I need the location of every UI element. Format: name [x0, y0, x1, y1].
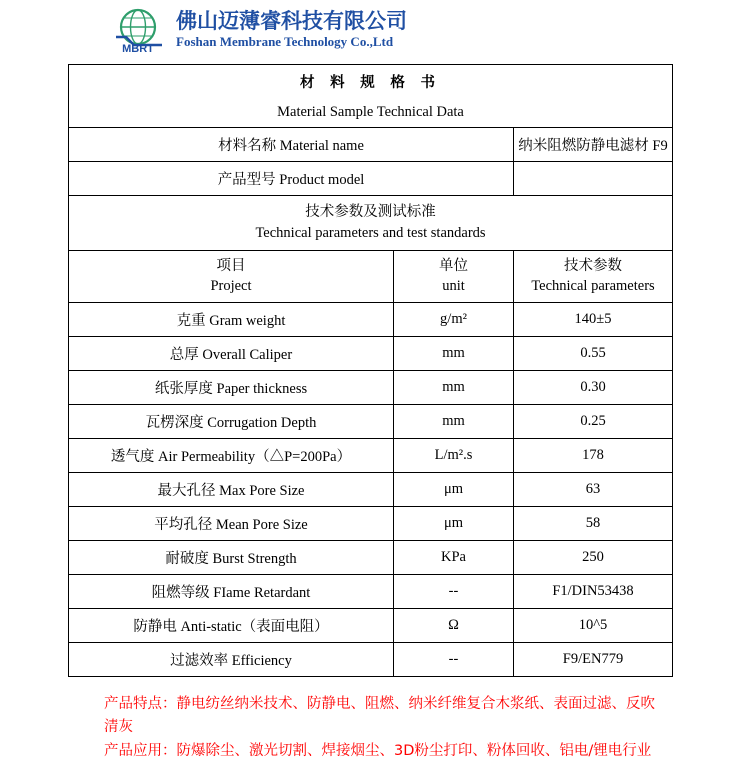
- row-unit: L/m².s: [394, 439, 514, 473]
- table-row: [69, 609, 673, 643]
- row-value: 0.25: [514, 405, 673, 439]
- material-name-label: 材料名称 Material name: [69, 128, 514, 162]
- table-row-subtitle: [69, 98, 673, 128]
- row-project: 最大孔径 Max Pore Size: [69, 473, 394, 507]
- company-name-block: [176, 10, 407, 49]
- table-row: [69, 405, 673, 439]
- row-unit: --: [394, 643, 514, 677]
- table-row: [69, 337, 673, 371]
- row-unit: g/m²: [394, 303, 514, 337]
- table-row: [69, 575, 673, 609]
- row-value: 178: [514, 439, 673, 473]
- document-title-cn: 材 料 规 格 书: [69, 65, 673, 99]
- column-header-unit: [394, 251, 514, 303]
- standards-heading-cn: 技术参数及测试标准: [305, 204, 436, 220]
- table-row: [69, 473, 673, 507]
- row-project: 瓦楞深度 Corrugation Depth: [69, 405, 394, 439]
- company-logo: [112, 7, 168, 53]
- table-header-row: [69, 251, 673, 303]
- table-row: [69, 303, 673, 337]
- row-unit: mm: [394, 371, 514, 405]
- row-value: 0.55: [514, 337, 673, 371]
- row-value: 63: [514, 473, 673, 507]
- column-header-unit-en: unit: [442, 277, 465, 294]
- document-title-en: Material Sample Technical Data: [69, 98, 673, 128]
- table-row-product-model: [69, 162, 673, 196]
- product-model-label: 产品型号 Product model: [69, 162, 514, 196]
- column-header-project: [69, 251, 394, 303]
- row-value: 140±5: [514, 303, 673, 337]
- table-row-title: [69, 65, 673, 99]
- column-header-value-en: Technical parameters: [531, 277, 655, 294]
- row-unit: KPa: [394, 541, 514, 575]
- product-features-note: 产品特点：静电纺丝纳米技术、防静电、阻燃、纳米纤维复合木浆纸、表面过滤、反吹清灰: [104, 696, 655, 735]
- row-project: 总厚 Overall Caliper: [69, 337, 394, 371]
- row-unit: --: [394, 575, 514, 609]
- row-value: 10^5: [514, 609, 673, 643]
- column-header-project-en: Project: [210, 277, 252, 294]
- row-value: F1/DIN53438: [514, 575, 673, 609]
- product-applications-note: 产品应用：防爆除尘、激光切割、焊接烟尘、3D粉尘打印、粉体回收、铝电/锂电行业: [104, 743, 652, 760]
- row-project: 克重 Gram weight: [69, 303, 394, 337]
- company-name-en: Foshan Membrane Technology Co.,Ltd: [176, 34, 394, 50]
- row-unit: μm: [394, 473, 514, 507]
- row-unit: μm: [394, 507, 514, 541]
- table-row: [69, 541, 673, 575]
- table-row: [69, 643, 673, 677]
- product-model-value: [514, 162, 673, 196]
- row-value: 250: [514, 541, 673, 575]
- standards-heading: [69, 196, 673, 251]
- company-name-cn: 佛山迈薄睿科技有限公司: [176, 9, 407, 34]
- row-project: 耐破度 Burst Strength: [69, 541, 394, 575]
- row-project: 防静电 Anti-static（表面电阻）: [69, 609, 394, 643]
- table-row-material-name: [69, 128, 673, 162]
- table-row: [69, 507, 673, 541]
- table-row: [69, 371, 673, 405]
- standards-heading-en: Technical parameters and test standards: [255, 225, 486, 242]
- svg-text:MBRT: MBRT: [122, 43, 154, 53]
- row-unit: Ω: [394, 609, 514, 643]
- column-header-value-cn: 技术参数: [564, 258, 622, 275]
- row-unit: mm: [394, 405, 514, 439]
- row-project: 过滤效率 Efficiency: [69, 643, 394, 677]
- column-header-value: [514, 251, 673, 303]
- row-value: 58: [514, 507, 673, 541]
- document-header: [0, 0, 741, 56]
- spec-table: [68, 64, 673, 677]
- row-value: 0.30: [514, 371, 673, 405]
- row-unit: mm: [394, 337, 514, 371]
- column-header-unit-cn: 单位: [439, 258, 468, 275]
- table-row: [69, 439, 673, 473]
- column-header-project-cn: 项目: [216, 258, 246, 275]
- row-project: 纸张厚度 Paper thickness: [69, 371, 394, 405]
- row-project: 阻燃等级 FIame Retardant: [69, 575, 394, 609]
- material-name-value: 纳米阻燃防静电滤材 F9: [514, 128, 673, 162]
- footer-notes: [104, 693, 664, 762]
- row-project: 透气度 Air Permeability（△P=200Pa）: [69, 439, 394, 473]
- row-project: 平均孔径 Mean Pore Size: [69, 507, 394, 541]
- row-value: F9/EN779: [514, 643, 673, 677]
- table-row-standards: [69, 196, 673, 251]
